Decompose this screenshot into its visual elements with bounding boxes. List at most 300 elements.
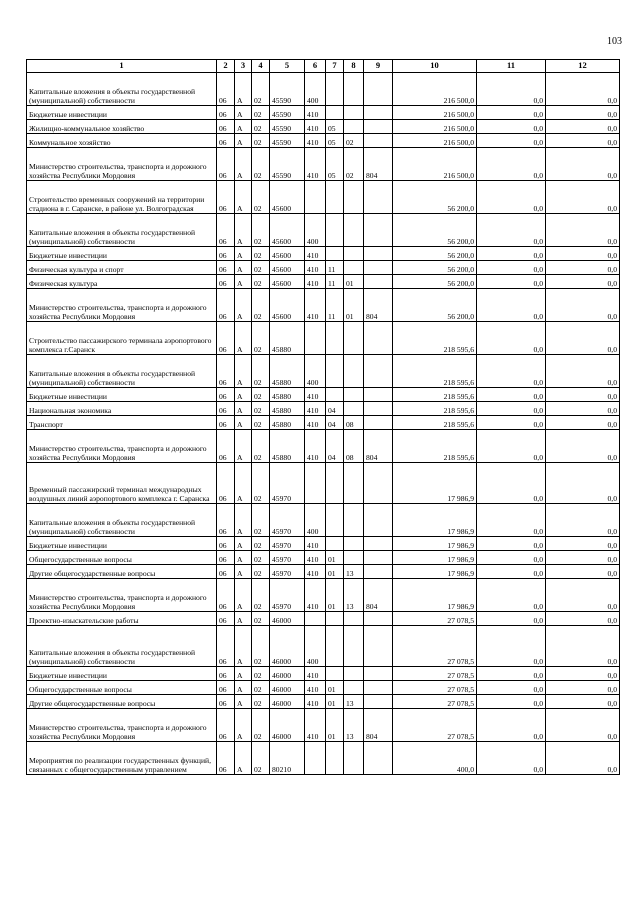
table-row [27, 388, 620, 402]
cell-col-10: 56 200,0 [393, 181, 477, 214]
cell-col-2: 06 [217, 388, 235, 402]
cell-col-8 [344, 73, 364, 106]
table-row [27, 416, 620, 430]
cell-col-6: 400 [305, 504, 326, 537]
cell-col-8 [344, 504, 364, 537]
cell-col-11: 0,0 [477, 565, 546, 579]
cell-col-3: А [235, 504, 252, 537]
cell-col-4: 02 [252, 247, 270, 261]
cell-col-9 [364, 537, 393, 551]
cell-col-8 [344, 537, 364, 551]
cell-col-3: А [235, 289, 252, 322]
cell-col-12: 0,0 [546, 134, 620, 148]
cell-col-8: 02 [344, 134, 364, 148]
cell-col-7 [326, 73, 344, 106]
table-row [27, 667, 620, 681]
cell-col-9 [364, 612, 393, 626]
cell-col-11: 0,0 [477, 626, 546, 667]
table-row [27, 742, 620, 775]
cell-col-5: 45880 [270, 402, 305, 416]
cell-col-10: 17 986,9 [393, 579, 477, 612]
cell-col-2: 06 [217, 275, 235, 289]
row-name-cell: Бюджетные инвестиции [27, 537, 217, 551]
cell-col-10: 27 078,5 [393, 626, 477, 667]
cell-col-11: 0,0 [477, 504, 546, 537]
cell-col-3: А [235, 709, 252, 742]
row-name-cell: Другие общегосударственные вопросы [27, 695, 217, 709]
cell-col-7 [326, 214, 344, 247]
cell-col-7: 11 [326, 289, 344, 322]
cell-col-11: 0,0 [477, 551, 546, 565]
cell-col-6: 410 [305, 261, 326, 275]
cell-col-9: 804 [364, 579, 393, 612]
cell-col-3: А [235, 579, 252, 612]
cell-col-4: 02 [252, 695, 270, 709]
cell-col-4: 02 [252, 120, 270, 134]
table-row [27, 261, 620, 275]
row-name-cell: Министерство строительства, транспорта и дорожного хозяйства Республики Мордовия [27, 289, 217, 322]
row-name-cell: Проектно-изыскательские работы [27, 612, 217, 626]
cell-col-10: 27 078,5 [393, 612, 477, 626]
cell-col-8 [344, 181, 364, 214]
cell-col-11: 0,0 [477, 275, 546, 289]
cell-col-2: 06 [217, 214, 235, 247]
cell-col-4: 02 [252, 275, 270, 289]
cell-col-3: А [235, 134, 252, 148]
table-row [27, 106, 620, 120]
cell-col-10: 56 200,0 [393, 289, 477, 322]
cell-col-12: 0,0 [546, 565, 620, 579]
cell-col-8 [344, 120, 364, 134]
cell-col-3: А [235, 73, 252, 106]
cell-col-6: 400 [305, 626, 326, 667]
cell-col-11: 0,0 [477, 322, 546, 355]
cell-col-4: 02 [252, 181, 270, 214]
cell-col-6: 410 [305, 551, 326, 565]
cell-col-4: 02 [252, 388, 270, 402]
table-row [27, 551, 620, 565]
cell-col-5: 45600 [270, 181, 305, 214]
cell-col-2: 06 [217, 355, 235, 388]
cell-col-5: 45600 [270, 261, 305, 275]
cell-col-8 [344, 402, 364, 416]
cell-col-6: 410 [305, 275, 326, 289]
cell-col-5: 45590 [270, 134, 305, 148]
cell-col-10: 56 200,0 [393, 261, 477, 275]
cell-col-9 [364, 247, 393, 261]
cell-col-12: 0,0 [546, 430, 620, 463]
cell-col-3: А [235, 261, 252, 275]
cell-col-7 [326, 626, 344, 667]
row-name-cell: Физическая культура [27, 275, 217, 289]
table-row [27, 504, 620, 537]
cell-col-3: А [235, 106, 252, 120]
cell-col-3: А [235, 416, 252, 430]
cell-col-11: 0,0 [477, 134, 546, 148]
cell-col-4: 02 [252, 289, 270, 322]
row-name-cell: Капитальные вложения в объекты государственной (муниципальной) собственности [27, 214, 217, 247]
cell-col-12: 0,0 [546, 681, 620, 695]
cell-col-9 [364, 463, 393, 504]
cell-col-3: А [235, 214, 252, 247]
cell-col-2: 06 [217, 742, 235, 775]
cell-col-5: 46000 [270, 709, 305, 742]
cell-col-12: 0,0 [546, 181, 620, 214]
table-row [27, 355, 620, 388]
cell-col-5: 80210 [270, 742, 305, 775]
cell-col-4: 02 [252, 537, 270, 551]
row-name-cell: Физическая культура и спорт [27, 261, 217, 275]
column-header-5: 5 [270, 60, 305, 73]
cell-col-4: 02 [252, 430, 270, 463]
cell-col-11: 0,0 [477, 120, 546, 134]
cell-col-2: 06 [217, 261, 235, 275]
cell-col-5: 45880 [270, 416, 305, 430]
cell-col-5: 45600 [270, 289, 305, 322]
cell-col-5: 45970 [270, 463, 305, 504]
table-row [27, 148, 620, 181]
cell-col-6: 410 [305, 579, 326, 612]
cell-col-10: 216 500,0 [393, 134, 477, 148]
cell-col-5: 46000 [270, 612, 305, 626]
cell-col-9 [364, 565, 393, 579]
cell-col-5: 45590 [270, 106, 305, 120]
cell-col-12: 0,0 [546, 247, 620, 261]
table-row [27, 275, 620, 289]
cell-col-11: 0,0 [477, 695, 546, 709]
cell-col-7 [326, 667, 344, 681]
cell-col-12: 0,0 [546, 551, 620, 565]
cell-col-7 [326, 322, 344, 355]
cell-col-4: 02 [252, 667, 270, 681]
cell-col-12: 0,0 [546, 416, 620, 430]
cell-col-9 [364, 355, 393, 388]
table-row [27, 134, 620, 148]
cell-col-5: 45590 [270, 120, 305, 134]
table-row [27, 247, 620, 261]
cell-col-2: 06 [217, 148, 235, 181]
cell-col-10: 216 500,0 [393, 148, 477, 181]
cell-col-12: 0,0 [546, 275, 620, 289]
table-body [27, 73, 620, 775]
cell-col-6 [305, 742, 326, 775]
cell-col-10: 216 500,0 [393, 120, 477, 134]
cell-col-5: 45970 [270, 565, 305, 579]
column-header-4: 4 [252, 60, 270, 73]
cell-col-9: 804 [364, 430, 393, 463]
cell-col-2: 06 [217, 289, 235, 322]
cell-col-3: А [235, 463, 252, 504]
cell-col-9 [364, 275, 393, 289]
cell-col-11: 0,0 [477, 289, 546, 322]
cell-col-4: 02 [252, 322, 270, 355]
cell-col-4: 02 [252, 681, 270, 695]
cell-col-6: 410 [305, 681, 326, 695]
cell-col-5: 45600 [270, 247, 305, 261]
cell-col-10: 56 200,0 [393, 247, 477, 261]
cell-col-6 [305, 612, 326, 626]
row-name-cell: Министерство строительства, транспорта и дорожного хозяйства Республики Мордовия [27, 430, 217, 463]
cell-col-3: А [235, 551, 252, 565]
cell-col-10: 218 595,6 [393, 355, 477, 388]
cell-col-11: 0,0 [477, 261, 546, 275]
row-name-cell: Бюджетные инвестиции [27, 106, 217, 120]
cell-col-10: 218 595,6 [393, 388, 477, 402]
cell-col-8: 13 [344, 695, 364, 709]
cell-col-8 [344, 742, 364, 775]
column-header-9: 9 [364, 60, 393, 73]
column-header-10: 10 [393, 60, 477, 73]
cell-col-7 [326, 106, 344, 120]
cell-col-7: 01 [326, 565, 344, 579]
cell-col-6: 410 [305, 565, 326, 579]
cell-col-5: 46000 [270, 695, 305, 709]
cell-col-7: 11 [326, 261, 344, 275]
table-row [27, 579, 620, 612]
cell-col-4: 02 [252, 463, 270, 504]
cell-col-5: 46000 [270, 626, 305, 667]
cell-col-2: 06 [217, 120, 235, 134]
cell-col-8 [344, 261, 364, 275]
cell-col-8: 13 [344, 565, 364, 579]
column-header-3: 3 [235, 60, 252, 73]
cell-col-2: 06 [217, 106, 235, 120]
table-row [27, 612, 620, 626]
cell-col-9 [364, 551, 393, 565]
cell-col-10: 17 986,9 [393, 551, 477, 565]
cell-col-10: 218 595,6 [393, 402, 477, 416]
cell-col-9 [364, 681, 393, 695]
cell-col-2: 06 [217, 551, 235, 565]
cell-col-7 [326, 355, 344, 388]
cell-col-5: 45970 [270, 504, 305, 537]
cell-col-7: 01 [326, 681, 344, 695]
cell-col-12: 0,0 [546, 709, 620, 742]
cell-col-8 [344, 322, 364, 355]
cell-col-6: 410 [305, 667, 326, 681]
cell-col-4: 02 [252, 355, 270, 388]
cell-col-4: 02 [252, 134, 270, 148]
cell-col-11: 0,0 [477, 742, 546, 775]
cell-col-9 [364, 106, 393, 120]
cell-col-4: 02 [252, 504, 270, 537]
cell-col-7 [326, 742, 344, 775]
row-name-cell: Транспорт [27, 416, 217, 430]
cell-col-5: 45970 [270, 579, 305, 612]
table-row [27, 120, 620, 134]
cell-col-7: 01 [326, 579, 344, 612]
cell-col-7: 01 [326, 709, 344, 742]
cell-col-3: А [235, 430, 252, 463]
cell-col-2: 06 [217, 73, 235, 106]
cell-col-11: 0,0 [477, 214, 546, 247]
cell-col-9 [364, 214, 393, 247]
cell-col-10: 56 200,0 [393, 214, 477, 247]
cell-col-7: 01 [326, 551, 344, 565]
table-row [27, 289, 620, 322]
cell-col-9 [364, 388, 393, 402]
cell-col-11: 0,0 [477, 612, 546, 626]
cell-col-6 [305, 322, 326, 355]
row-name-cell: Мероприятия по реализации государственных функций, связанных с общегосударственным управлением [27, 742, 217, 775]
cell-col-12: 0,0 [546, 667, 620, 681]
table-row [27, 565, 620, 579]
cell-col-2: 06 [217, 537, 235, 551]
cell-col-10: 218 595,6 [393, 416, 477, 430]
cell-col-2: 06 [217, 463, 235, 504]
cell-col-10: 17 986,9 [393, 565, 477, 579]
cell-col-3: А [235, 247, 252, 261]
cell-col-4: 02 [252, 612, 270, 626]
row-name-cell: Капитальные вложения в объекты государственной (муниципальной) собственности [27, 504, 217, 537]
cell-col-7: 04 [326, 416, 344, 430]
column-header-2: 2 [217, 60, 235, 73]
table-row [27, 430, 620, 463]
cell-col-9 [364, 504, 393, 537]
cell-col-7: 05 [326, 148, 344, 181]
cell-col-8: 02 [344, 148, 364, 181]
cell-col-3: А [235, 355, 252, 388]
column-header-1: 1 [27, 60, 217, 73]
row-name-cell: Другие общегосударственные вопросы [27, 565, 217, 579]
cell-col-11: 0,0 [477, 681, 546, 695]
cell-col-9 [364, 120, 393, 134]
cell-col-4: 02 [252, 565, 270, 579]
cell-col-6: 410 [305, 430, 326, 463]
cell-col-8: 01 [344, 289, 364, 322]
cell-col-9 [364, 402, 393, 416]
cell-col-12: 0,0 [546, 148, 620, 181]
cell-col-7 [326, 388, 344, 402]
cell-col-12: 0,0 [546, 261, 620, 275]
cell-col-7 [326, 504, 344, 537]
cell-col-2: 06 [217, 565, 235, 579]
cell-col-8 [344, 355, 364, 388]
cell-col-12: 0,0 [546, 463, 620, 504]
cell-col-11: 0,0 [477, 73, 546, 106]
cell-col-8: 13 [344, 709, 364, 742]
table-row [27, 181, 620, 214]
table-row [27, 537, 620, 551]
cell-col-10: 17 986,9 [393, 463, 477, 504]
cell-col-7: 01 [326, 695, 344, 709]
column-header-6: 6 [305, 60, 326, 73]
cell-col-7 [326, 612, 344, 626]
cell-col-11: 0,0 [477, 537, 546, 551]
cell-col-3: А [235, 148, 252, 181]
cell-col-7: 05 [326, 134, 344, 148]
cell-col-11: 0,0 [477, 181, 546, 214]
cell-col-8: 13 [344, 579, 364, 612]
cell-col-5: 45880 [270, 355, 305, 388]
cell-col-2: 06 [217, 181, 235, 214]
cell-col-12: 0,0 [546, 537, 620, 551]
cell-col-11: 0,0 [477, 709, 546, 742]
cell-col-6: 410 [305, 120, 326, 134]
cell-col-3: А [235, 695, 252, 709]
cell-col-4: 02 [252, 551, 270, 565]
cell-col-5: 45590 [270, 148, 305, 181]
cell-col-7 [326, 181, 344, 214]
cell-col-2: 06 [217, 430, 235, 463]
cell-col-3: А [235, 667, 252, 681]
cell-col-11: 0,0 [477, 430, 546, 463]
cell-col-6 [305, 463, 326, 504]
row-name-cell: Общегосударственные вопросы [27, 681, 217, 695]
cell-col-4: 02 [252, 579, 270, 612]
cell-col-6: 400 [305, 73, 326, 106]
cell-col-8 [344, 247, 364, 261]
cell-col-3: А [235, 120, 252, 134]
budget-table [26, 59, 620, 775]
cell-col-3: А [235, 388, 252, 402]
row-name-cell: Строительство временных сооружений на территории стадиона в г. Саранске, в районе ул. Волгоградская [27, 181, 217, 214]
cell-col-2: 06 [217, 322, 235, 355]
cell-col-11: 0,0 [477, 247, 546, 261]
column-header-11: 11 [477, 60, 546, 73]
cell-col-12: 0,0 [546, 579, 620, 612]
cell-col-7: 04 [326, 402, 344, 416]
cell-col-11: 0,0 [477, 355, 546, 388]
row-name-cell: Капитальные вложения в объекты государственной (муниципальной) собственности [27, 73, 217, 106]
cell-col-3: А [235, 612, 252, 626]
cell-col-8 [344, 463, 364, 504]
cell-col-8: 08 [344, 416, 364, 430]
row-name-cell: Капитальные вложения в объекты государственной (муниципальной) собственности [27, 355, 217, 388]
cell-col-6: 410 [305, 289, 326, 322]
row-name-cell: Бюджетные инвестиции [27, 247, 217, 261]
cell-col-6 [305, 181, 326, 214]
cell-col-10: 56 200,0 [393, 275, 477, 289]
cell-col-4: 02 [252, 402, 270, 416]
cell-col-4: 02 [252, 73, 270, 106]
cell-col-6: 410 [305, 402, 326, 416]
cell-col-5: 45880 [270, 322, 305, 355]
cell-col-3: А [235, 565, 252, 579]
cell-col-12: 0,0 [546, 612, 620, 626]
cell-col-4: 02 [252, 261, 270, 275]
cell-col-9 [364, 416, 393, 430]
cell-col-11: 0,0 [477, 402, 546, 416]
cell-col-3: А [235, 402, 252, 416]
cell-col-10: 216 500,0 [393, 106, 477, 120]
cell-col-4: 02 [252, 106, 270, 120]
cell-col-5: 45880 [270, 430, 305, 463]
cell-col-3: А [235, 275, 252, 289]
cell-col-7 [326, 463, 344, 504]
table-row [27, 695, 620, 709]
cell-col-2: 06 [217, 504, 235, 537]
row-name-cell: Министерство строительства, транспорта и дорожного хозяйства Республики Мордовия [27, 709, 217, 742]
cell-col-9 [364, 261, 393, 275]
cell-col-10: 27 078,5 [393, 695, 477, 709]
table-row [27, 463, 620, 504]
cell-col-8 [344, 681, 364, 695]
cell-col-7 [326, 247, 344, 261]
cell-col-5: 46000 [270, 667, 305, 681]
header-row [27, 60, 620, 73]
cell-col-9: 804 [364, 148, 393, 181]
cell-col-9 [364, 742, 393, 775]
cell-col-2: 06 [217, 681, 235, 695]
cell-col-12: 0,0 [546, 504, 620, 537]
cell-col-6: 410 [305, 416, 326, 430]
cell-col-10: 17 986,9 [393, 537, 477, 551]
cell-col-6: 400 [305, 355, 326, 388]
cell-col-11: 0,0 [477, 579, 546, 612]
cell-col-6: 400 [305, 214, 326, 247]
row-name-cell: Бюджетные инвестиции [27, 388, 217, 402]
